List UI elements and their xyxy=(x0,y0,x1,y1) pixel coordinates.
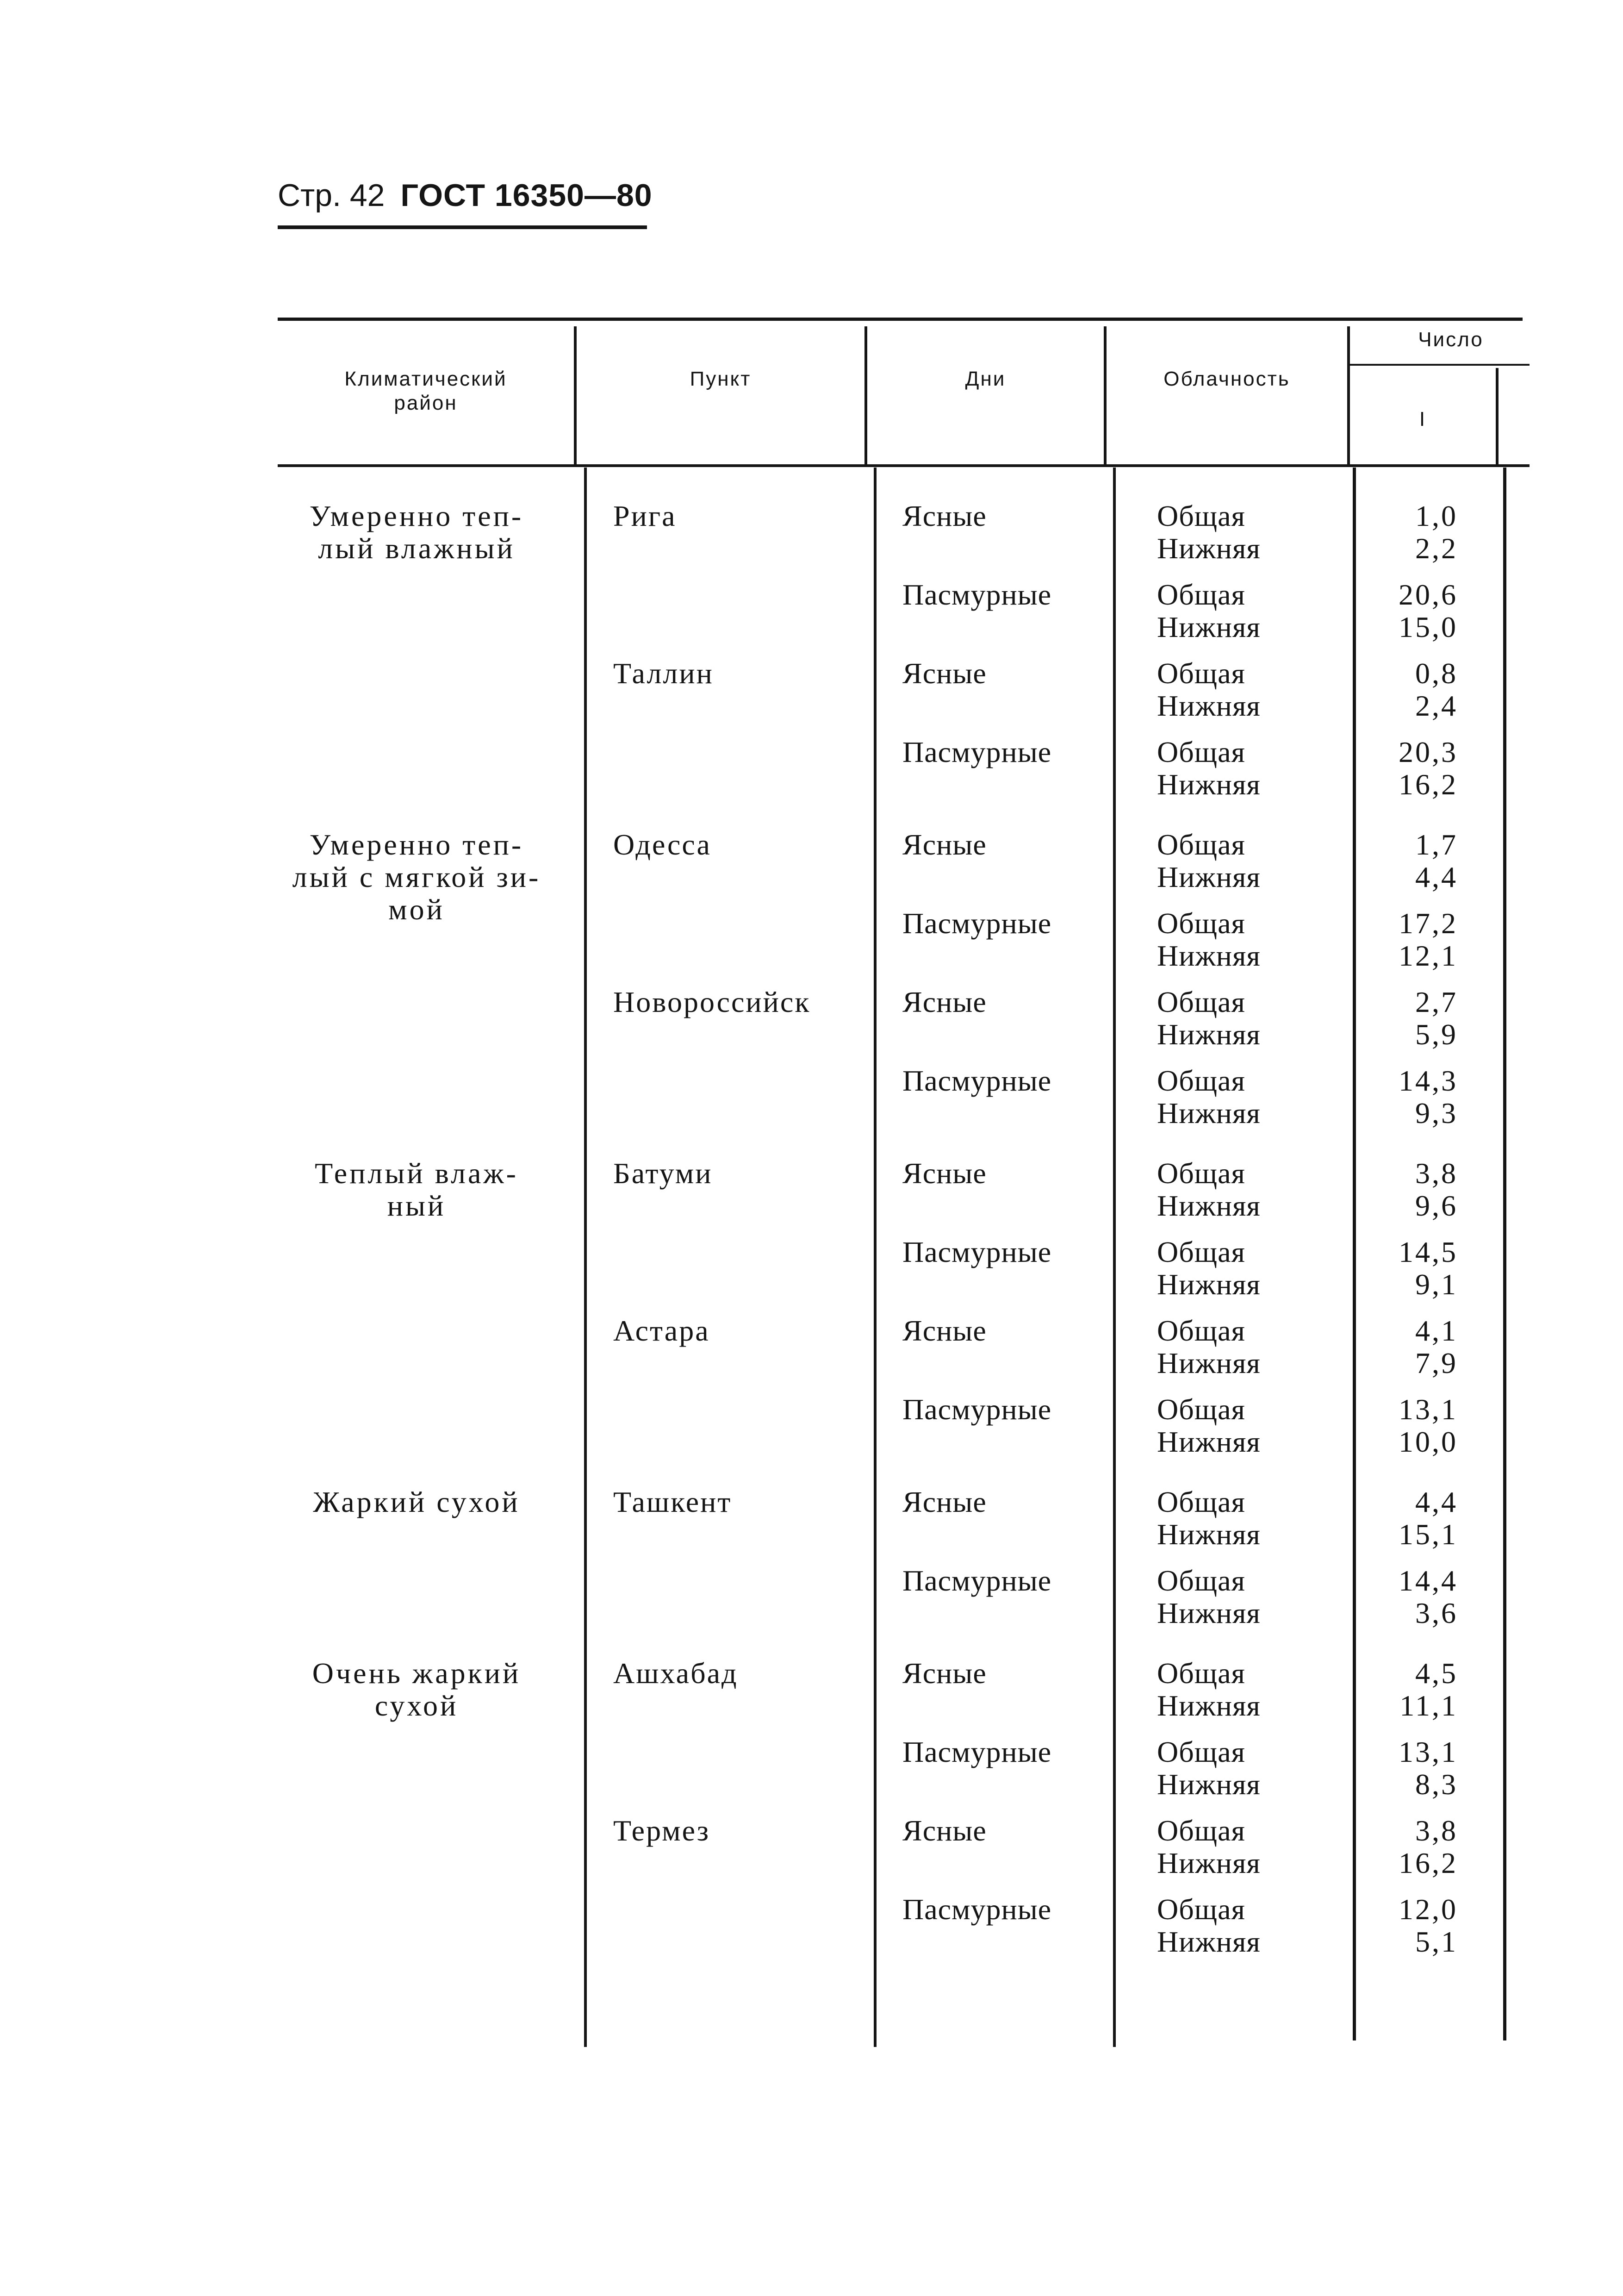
header-underline xyxy=(278,225,647,229)
value-cell: 12,0 5,1 xyxy=(1399,1893,1458,1958)
day-type: Ясные xyxy=(902,1157,987,1190)
header-point: Пункт xyxy=(690,368,752,390)
day-type: Ясные xyxy=(902,657,987,690)
value-cell: 14,4 3,6 xyxy=(1399,1564,1458,1629)
table-top-rule xyxy=(278,318,1523,321)
region-label: Жаркий сухой xyxy=(313,1485,520,1518)
cloud-type: Общая Нижняя xyxy=(1157,657,1261,722)
day-type: Пасмурные xyxy=(902,907,1052,940)
cloud-type: Общая Нижняя xyxy=(1157,1235,1261,1301)
point-label: Батуми xyxy=(613,1157,713,1190)
col-divider-4 xyxy=(1347,326,1350,464)
point-label: Рига xyxy=(613,499,677,532)
count-group-rule xyxy=(1349,364,1530,366)
header-count: Число xyxy=(1418,328,1484,351)
header-region: Климатический район xyxy=(344,368,507,414)
cloud-type: Общая Нижняя xyxy=(1157,1314,1261,1379)
value-cell: 1,7 4,4 xyxy=(1415,828,1458,893)
value-cell: 4,1 7,9 xyxy=(1415,1314,1458,1379)
col-divider-3 xyxy=(1104,326,1107,464)
cloud-type: Общая Нижняя xyxy=(1157,1893,1261,1958)
value-cell: 20,3 16,2 xyxy=(1399,736,1458,801)
cloud-type: Общая Нижняя xyxy=(1157,1485,1261,1551)
day-type: Пасмурные xyxy=(902,1235,1052,1268)
cloud-type: Общая Нижняя xyxy=(1157,1064,1261,1129)
body-divider-1 xyxy=(584,468,587,2047)
page-header xyxy=(278,177,653,214)
value-cell: 4,5 11,1 xyxy=(1399,1657,1458,1722)
header-month-1: I xyxy=(1419,408,1427,430)
day-type: Пасмурные xyxy=(902,578,1052,611)
header-days: Дни xyxy=(965,368,1006,390)
day-type: Пасмурные xyxy=(902,1735,1052,1768)
cloud-type: Общая Нижняя xyxy=(1157,578,1261,643)
point-label: Ашхабад xyxy=(613,1657,738,1690)
value-cell: 20,6 15,0 xyxy=(1399,578,1458,643)
point-label: Астара xyxy=(613,1314,710,1347)
day-type: Ясные xyxy=(902,986,987,1018)
value-cell: 14,3 9,3 xyxy=(1399,1064,1458,1129)
day-type: Ясные xyxy=(902,1314,987,1347)
day-type: Пасмурные xyxy=(902,1064,1052,1097)
body-divider-5 xyxy=(1503,468,1506,2040)
standard-number: ГОСТ 16350—80 xyxy=(400,178,653,213)
cloud-type: Общая Нижняя xyxy=(1157,907,1261,972)
point-label: Одесса xyxy=(613,828,711,861)
value-cell: 3,8 9,6 xyxy=(1415,1157,1458,1222)
day-type: Пасмурные xyxy=(902,1393,1052,1426)
cloud-type: Общая Нижняя xyxy=(1157,1564,1261,1629)
body-divider-4 xyxy=(1353,468,1356,2040)
cloud-type: Общая Нижняя xyxy=(1157,828,1261,893)
value-cell: 2,7 5,9 xyxy=(1415,986,1458,1051)
day-type: Ясные xyxy=(902,828,987,861)
cloud-type: Общая Нижняя xyxy=(1157,1657,1261,1722)
day-type: Ясные xyxy=(902,1657,987,1690)
value-cell: 3,8 16,2 xyxy=(1399,1814,1458,1879)
header-cloudiness: Облачность xyxy=(1163,368,1290,390)
body-divider-3 xyxy=(1113,468,1116,2047)
header-bottom-rule xyxy=(278,464,1530,467)
point-label: Термез xyxy=(613,1814,710,1847)
value-cell: 1,0 2,2 xyxy=(1415,499,1458,565)
value-cell: 0,8 2,4 xyxy=(1415,657,1458,722)
cloud-type: Общая Нижняя xyxy=(1157,1814,1261,1879)
value-cell: 13,1 10,0 xyxy=(1399,1393,1458,1458)
value-cell: 17,2 12,1 xyxy=(1399,907,1458,972)
cloud-type: Общая Нижняя xyxy=(1157,1735,1261,1801)
day-type: Пасмурные xyxy=(902,1893,1052,1926)
region-label: Умеренно теп- лый с мягкой зи- мой xyxy=(292,828,541,926)
region-label: Умеренно теп- лый влажный xyxy=(309,499,524,565)
body-divider-2 xyxy=(874,468,877,2047)
day-type: Пасмурные xyxy=(902,736,1052,768)
point-label: Таллин xyxy=(613,657,714,690)
cloud-type: Общая Нижняя xyxy=(1157,499,1261,565)
col-divider-2 xyxy=(864,326,867,464)
cloud-type: Общая Нижняя xyxy=(1157,736,1261,801)
point-label: Ташкент xyxy=(613,1485,732,1518)
region-label: Очень жаркий сухой xyxy=(312,1657,521,1722)
value-cell: 4,4 15,1 xyxy=(1399,1485,1458,1551)
cloud-type: Общая Нижняя xyxy=(1157,986,1261,1051)
day-type: Ясные xyxy=(902,499,987,532)
day-type: Пасмурные xyxy=(902,1564,1052,1597)
region-label: Теплый влаж- ный xyxy=(315,1157,518,1222)
cloud-type: Общая Нижняя xyxy=(1157,1157,1261,1222)
point-label: Новороссийск xyxy=(613,986,811,1018)
day-type: Ясные xyxy=(902,1485,987,1518)
col-divider-1 xyxy=(574,326,577,464)
day-type: Ясные xyxy=(902,1814,987,1847)
cloud-type: Общая Нижняя xyxy=(1157,1393,1261,1458)
page-number: Стр. 42 xyxy=(278,178,385,213)
col-divider-5 xyxy=(1496,368,1499,464)
value-cell: 13,1 8,3 xyxy=(1399,1735,1458,1801)
value-cell: 14,5 9,1 xyxy=(1399,1235,1458,1301)
